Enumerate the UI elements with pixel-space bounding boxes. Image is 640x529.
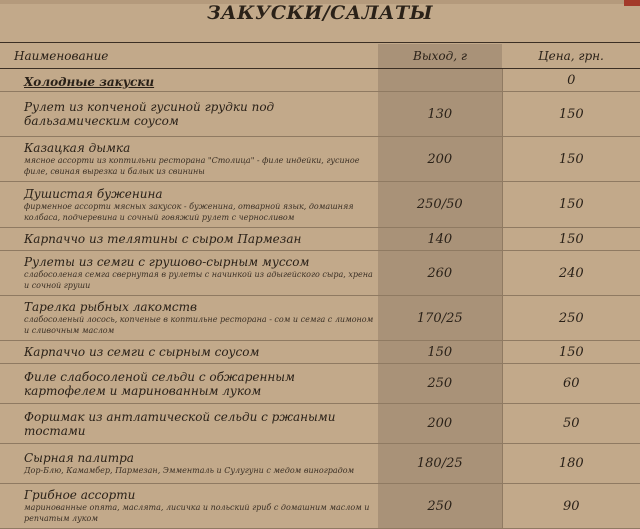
item-yield: 170/25	[378, 296, 502, 341]
item-name: Тарелка рыбных лакомств	[24, 300, 197, 314]
item-price: 240	[502, 251, 640, 296]
item-yield: 250	[378, 484, 502, 529]
item-price: 60	[502, 364, 640, 404]
item-yield: 200	[378, 404, 502, 444]
item-name-cell	[0, 444, 378, 484]
category-cell	[0, 69, 378, 92]
category-row	[0, 69, 640, 92]
item-price: 150	[502, 182, 640, 228]
table-row	[0, 484, 640, 529]
header-name: Наименование	[0, 44, 378, 69]
header-row	[0, 44, 640, 69]
table-row	[0, 364, 640, 404]
item-name-cell	[0, 484, 378, 529]
category-label: Холодные закуски	[24, 74, 155, 89]
item-name-cell	[0, 251, 378, 296]
item-description: Дор-Блю, Камамбер, Пармезан, Эмменталь и Сулугуни с медом виноградом	[24, 466, 355, 475]
item-price: 50	[502, 404, 640, 444]
item-name: Карпаччо из семги с сырным соусом	[24, 345, 260, 359]
table-row	[0, 251, 640, 296]
item-name: Грибное ассорти	[24, 488, 136, 502]
item-yield: 260	[378, 251, 502, 296]
menu-body	[0, 69, 640, 529]
table-row	[0, 182, 640, 228]
table-row	[0, 404, 640, 444]
item-name-cell	[0, 364, 378, 404]
item-yield: 130	[378, 92, 502, 137]
table-row	[0, 137, 640, 182]
item-name: Рулеты из семги с грушово-сырным муссом	[24, 255, 310, 269]
item-description: фирменное ассорти мясных закусок - буженина, отварной язык, домашняя колбаса, подчеревина и сочный говяжий рулет с черносливом	[24, 201, 354, 222]
item-price: 150	[502, 92, 640, 137]
item-name: Карпаччо из телятины с сыром Пармезан	[24, 232, 302, 246]
item-yield: 250/50	[378, 182, 502, 228]
item-price: 250	[502, 296, 640, 341]
item-name-cell	[0, 296, 378, 341]
item-name: Филе слабосоленой сельди с обжаренным картофелем и маринованным луком	[24, 369, 296, 398]
item-description: слабосоленый лосось, копченые в коптильне ресторана - сом и семга с лимоном и сливочным маслом	[24, 315, 374, 335]
item-name: Рулет из копченой гусиной грудки под бальзамическим соусом	[24, 100, 275, 128]
table-row	[0, 92, 640, 137]
header-price: Цена, грн.	[502, 44, 640, 69]
item-description: слабосоленая семга свернутая в рулеты с начинкой из адыгейского сыра, хрена и сочной груши	[24, 270, 373, 290]
item-name-cell	[0, 182, 378, 228]
title-rule	[0, 42, 640, 43]
item-name-cell	[0, 137, 378, 182]
category-yield	[378, 69, 502, 92]
page-title: ЗАКУСКИ/САЛАТЫ	[206, 2, 434, 24]
category-price: 0	[502, 69, 640, 92]
item-description: мясное ассорти из коптильни ресторана "Столица" - филе индейки, гусиное филе, свиная вырезка и балык из свинины	[24, 156, 360, 176]
item-name-cell	[0, 228, 378, 251]
item-description: маринованные опята, маслята, лисичка и польский гриб с домашним маслом и репчатым луком	[24, 503, 370, 523]
item-name: Форшмак из антлатической сельди с ржаными тостами	[24, 409, 336, 438]
item-price: 150	[502, 341, 640, 364]
item-yield: 250	[378, 364, 502, 404]
item-name-cell	[0, 404, 378, 444]
table-row	[0, 296, 640, 341]
item-name: Казацкая дымка	[24, 141, 131, 155]
menu-table	[0, 44, 640, 529]
item-yield: 150	[378, 341, 502, 364]
item-name-cell	[0, 92, 378, 137]
table-row	[0, 341, 640, 364]
item-name: Душистая буженина	[24, 186, 163, 201]
header-yield: Выход, г	[378, 44, 502, 69]
item-name-cell	[0, 341, 378, 364]
item-price: 90	[502, 484, 640, 529]
item-yield: 180/25	[378, 444, 502, 484]
table-row	[0, 228, 640, 251]
item-price: 180	[502, 444, 640, 484]
item-yield: 200	[378, 137, 502, 182]
item-yield: 140	[378, 228, 502, 251]
table-row	[0, 444, 640, 484]
item-price: 150	[502, 228, 640, 251]
item-price: 150	[502, 137, 640, 182]
item-name: Сырная палитра	[24, 451, 134, 465]
